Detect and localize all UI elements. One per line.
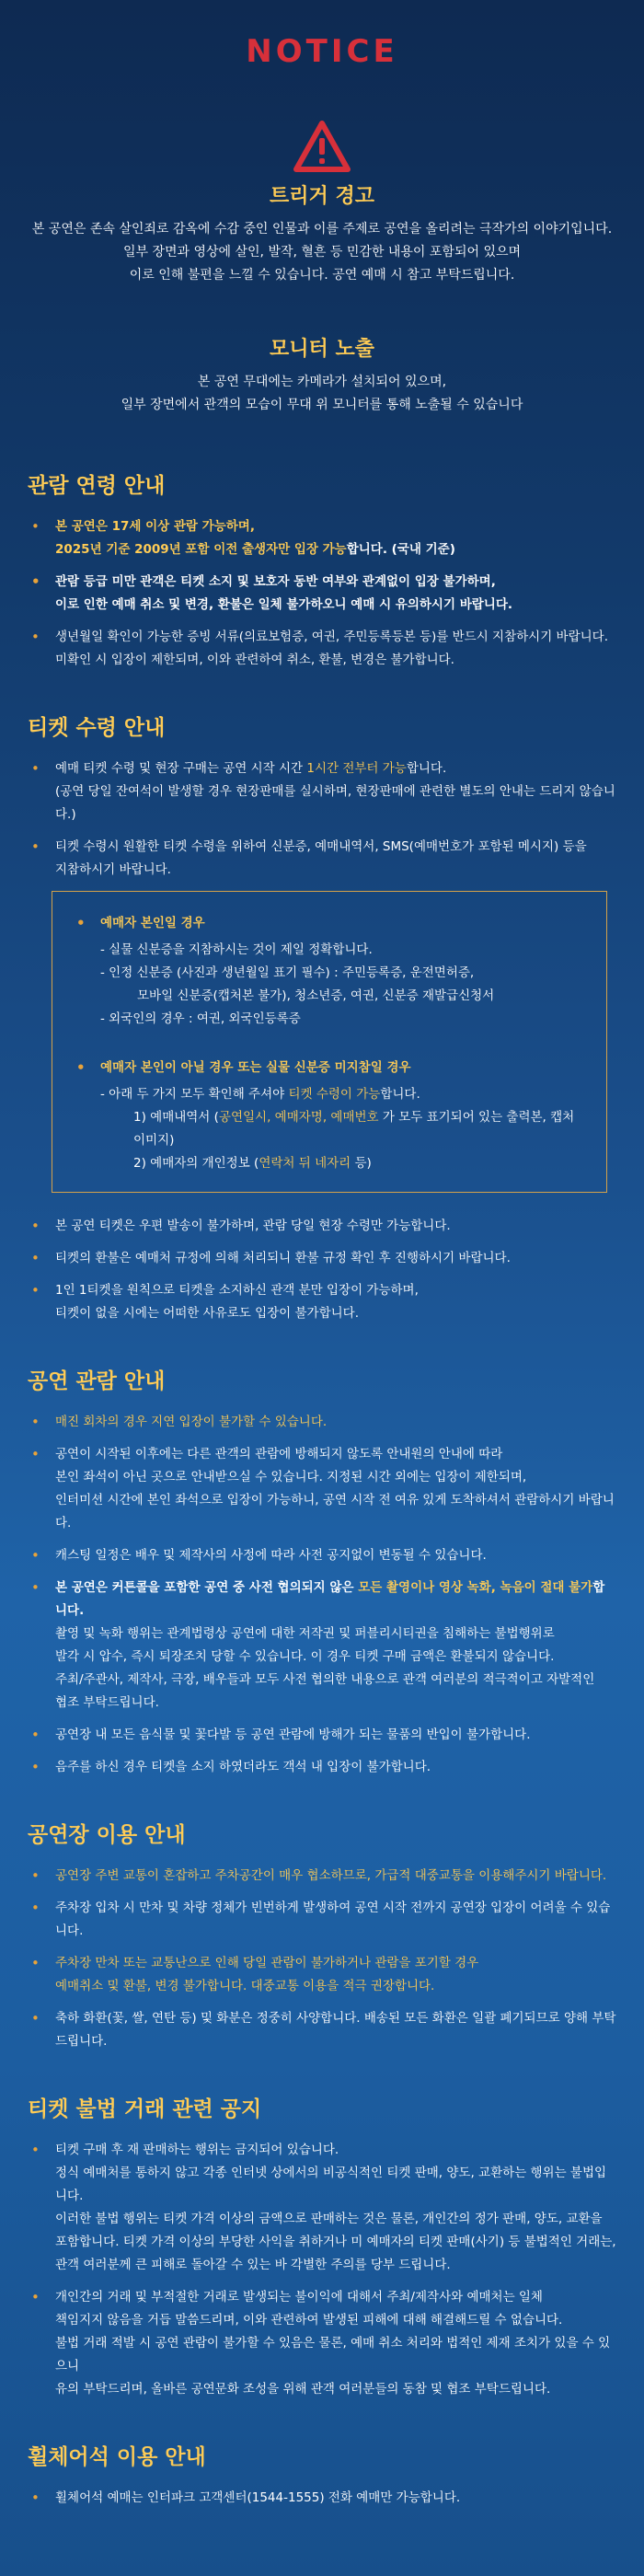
viewing-heading: 공연 관람 안내 — [28, 1369, 166, 1393]
age-section — [0, 468, 644, 672]
list-item: • 공연장 내 모든 음식물 및 꽃다발 등 공연 관람에 방해가 되는 물품의 반입이 불가합니다. — [28, 1724, 616, 1747]
list-item: • 티켓 구매 후 재 판매하는 행위는 금지되어 있습니다. 정식 예매처를 통하지 않고 각종 인터넷 상에서의 비공식적인 티켓 판매, 양도, 교환하는 행위는 불법입니다. 이러한 불법 행위는 티켓 가격 이상의 금액으로 판매하는 것은 물론, 개인간의 정가 판매, 양도, 교환을 포함합니다. 티켓 가격 이상의 부당한 사익을 취하거나 미 예매자의 티켓 판매(사기) 등 불법적인 거래는, 관객 여러분께 큰 피해로 돌아갈 수 있는 바 각별한 주의를 당부 드립니다. — [28, 2139, 616, 2277]
illegal-heading: 티켓 불법 거래 관련 공지 — [28, 2097, 262, 2121]
ticket-list — [28, 757, 616, 882]
trigger-warning-block — [0, 180, 644, 287]
box-heading: • 예매자 본인일 경우 — [73, 912, 586, 935]
list-item: • 티켓의 환불은 예매처 규정에 의해 처리되니 환불 규정 확인 후 진행하시기 바랍니다. — [28, 1247, 616, 1270]
list-item: • 휠체어석 예매는 인터파크 고객센터(1544-1555) 전화 예매만 가능합니다. — [28, 2487, 616, 2510]
box-heading: • 예매자 본인이 아닐 경우 또는 실물 신분증 미지참일 경우 — [73, 1057, 586, 1080]
age-heading: 관람 연령 안내 — [28, 474, 166, 498]
trigger-line: 이로 인해 불편을 느낄 수 있습니다. 공연 예매 시 참고 부탁드립니다. — [129, 268, 515, 283]
list-item: • 본 공연은 17세 이상 관람 가능하며, 2025년 기준 2009년 포함 이전 출생자만 입장 가능합니다. (국내 기준) — [28, 515, 616, 561]
venue-list — [28, 1865, 616, 2053]
wheelchair-list — [28, 2487, 616, 2510]
ticket-section — [0, 710, 644, 1325]
list-item: • 캐스팅 일정은 배우 및 제작사의 사정에 따라 사전 공지없이 변동될 수 있습니다. — [28, 1544, 616, 1567]
list-item: • 1인 1티켓을 원칙으로 티켓을 소지하신 관객 분만 입장이 가능하며, 티켓이 없을 시에는 어떠한 사유로도 입장이 불가합니다. — [28, 1279, 616, 1325]
list-item: • 주차장 입차 시 만차 및 차량 정체가 빈번하게 발생하여 공연 시작 전까지 공연장 입장이 어려울 수 있습니다. — [28, 1897, 616, 1943]
list-item: • 티켓 수령시 원활한 티켓 수령을 위하여 신분증, 예매내역서, SMS(예매번호가 포함된 메시지) 등을 지참하시기 바랍니다. — [28, 836, 616, 882]
list-item: • 예매 티켓 수령 및 현장 구매는 공연 시작 시간 1시간 전부터 가능합니다. (공연 당일 잔여석이 발생할 경우 현장판매를 실시하며, 현장판매에 관련한 별도의 안내는 드리지 않습니다.) — [28, 757, 616, 826]
ticket-id-box: • 예매자 본인일 경우 - 실물 신분증을 지참하시는 것이 제일 정확합니다. - 인정 신분증 (사진과 생년월일 표기 필수) : 주민등록증, 운전면허증, 모바일 신분증(캡처본 불가), 청소년증, 여권, 신분증 재발급신청서 - 외국인의 경우 : 여권, 외국인등록증 • 예매자 본인이 아닐 경우 또는 실물 신분증 미지참일 경우 - 아래 두 가지 모두 확인해 주셔야 티켓 수령이 가능합니다. 1) 예매내역서 (공연일시, 예매자명, 예매번호 가 모두 표기되어 있는 출력본, 캡처 이미지) 2) 예매자의 개인정보 (연락처 뒤 네자리 등) — [52, 891, 607, 1193]
list-item: • 본 공연 티켓은 우편 발송이 불가하며, 관람 당일 현장 수령만 가능합니다. — [28, 1215, 616, 1238]
viewing-section — [0, 1364, 644, 1779]
list-item: • 공연장 주변 교통이 혼잡하고 주차공간이 매우 협소하므로, 가급적 대중교통을 이용해주시기 바랍니다. — [28, 1865, 616, 1888]
illegal-list — [28, 2139, 616, 2401]
monitor-heading: 모니터 노출 — [270, 338, 374, 361]
viewing-list — [28, 1411, 616, 1779]
list-item: • 주차장 만차 또는 교통난으로 인해 당일 관람이 불가하거나 관람을 포기할 경우 예매취소 및 환불, 변경 불가합니다. 대중교통 이용을 적극 권장합니다. — [28, 1952, 616, 1998]
list-item: • 관람 등급 미만 관객은 티켓 소지 및 보호자 동반 여부와 관계없이 입장 불가하며, 이로 인한 예매 취소 및 변경, 환불은 일체 불가하오니 예매 시 유의하시기 바랍니다. — [28, 571, 616, 617]
venue-heading: 공연장 이용 안내 — [28, 1823, 186, 1847]
age-list — [28, 515, 616, 672]
list-item: • 공연이 시작된 이후에는 다른 관객의 관람에 방해되지 않도록 안내원의 안내에 따라 본인 좌석이 아닌 곳으로 안내받으실 수 있습니다. 지정된 시간 외에는 입장이 제한되며, 인터미션 시간에 본인 좌석으로 입장이 가능하니, 공연 시작 전 여유 있게 도착하셔서 관람하시기 바랍니다. — [28, 1443, 616, 1535]
trigger-warning-heading: 트리거 경고 — [270, 185, 374, 208]
list-item: • 매진 회차의 경우 지연 입장이 불가할 수 있습니다. — [28, 1411, 616, 1434]
trigger-line: 본 공연은 존속 살인죄로 감옥에 수감 중인 인물과 이를 주제로 공연을 올리려는 극작가의 이야기입니다. — [31, 222, 613, 237]
trigger-line: 일부 장면과 영상에 살인, 발작, 혈흔 등 민감한 내용이 포함되어 있으며 — [122, 245, 522, 260]
monitor-block — [0, 333, 644, 417]
venue-section — [0, 1818, 644, 2053]
monitor-line: 본 공연 무대에는 카메라가 설치되어 있으며, — [197, 375, 447, 389]
ticket-heading: 티켓 수령 안내 — [28, 716, 166, 740]
wheelchair-heading: 휠체어석 이용 안내 — [28, 2445, 206, 2469]
monitor-line: 일부 장면에서 관객의 모습이 무대 위 모니터를 통해 노출될 수 있습니다 — [121, 398, 523, 412]
list-item: • 축하 화환(꽃, 쌀, 연탄 등) 및 화분은 정중히 사양합니다. 배송된 모든 화환은 일괄 폐기되므로 양해 부탁드립니다. — [28, 2007, 616, 2053]
list-item: • 본 공연은 커튼콜을 포함한 공연 중 사전 협의되지 않은 모든 촬영이나 영상 녹화, 녹음이 절대 불가합니다. 촬영 및 녹화 행위는 관계법령상 공연에 대한 저작권 및 퍼블리시티권을 침해하는 불법행위로 발각 시 압수, 즉시 퇴장조치 당할 수 있습니다. 이 경우 티켓 구매 금액은 환불되지 않습니다. 주최/주관사, 제작사, 극장, 배우들과 모두 사전 협의한 내용으로 관객 여러분의 적극적이고 자발적인 협조 부탁드립니다. — [28, 1577, 616, 1715]
illegal-section — [0, 2092, 644, 2401]
list-item: • 음주를 하신 경우 티켓을 소지 하였더라도 객석 내 입장이 불가합니다. — [28, 1756, 616, 1779]
list-item: • 생년월일 확인이 가능한 증빙 서류(의료보험증, 여권, 주민등록등본 등)를 반드시 지참하시기 바랍니다. 미확인 시 입장이 제한되며, 이와 관련하여 취소, 환불, 변경은 불가합니다. — [28, 626, 616, 672]
wheelchair-section — [0, 2440, 644, 2510]
notice-title: NOTICE — [246, 33, 398, 70]
ticket-after-list — [28, 1215, 616, 1325]
list-item: • 개인간의 거래 및 부적절한 거래로 발생되는 불이익에 대해서 주최/제작사와 예매처는 일체 책임지지 않음을 거듭 말씀드리며, 이와 관련하여 발생된 피해에 대해 해결해드릴 수 없습니다. 불법 거래 적발 시 공연 관람이 불가할 수 있음은 물론, 예매 취소 처리와 법적인 제재 조치가 있을 수 있으니 유의 부탁드리며, 올바른 공연문화 조성을 위해 관객 여러분들의 동참 및 협조 부탁드립니다. — [28, 2286, 616, 2401]
warning-triangle-icon — [293, 120, 351, 173]
